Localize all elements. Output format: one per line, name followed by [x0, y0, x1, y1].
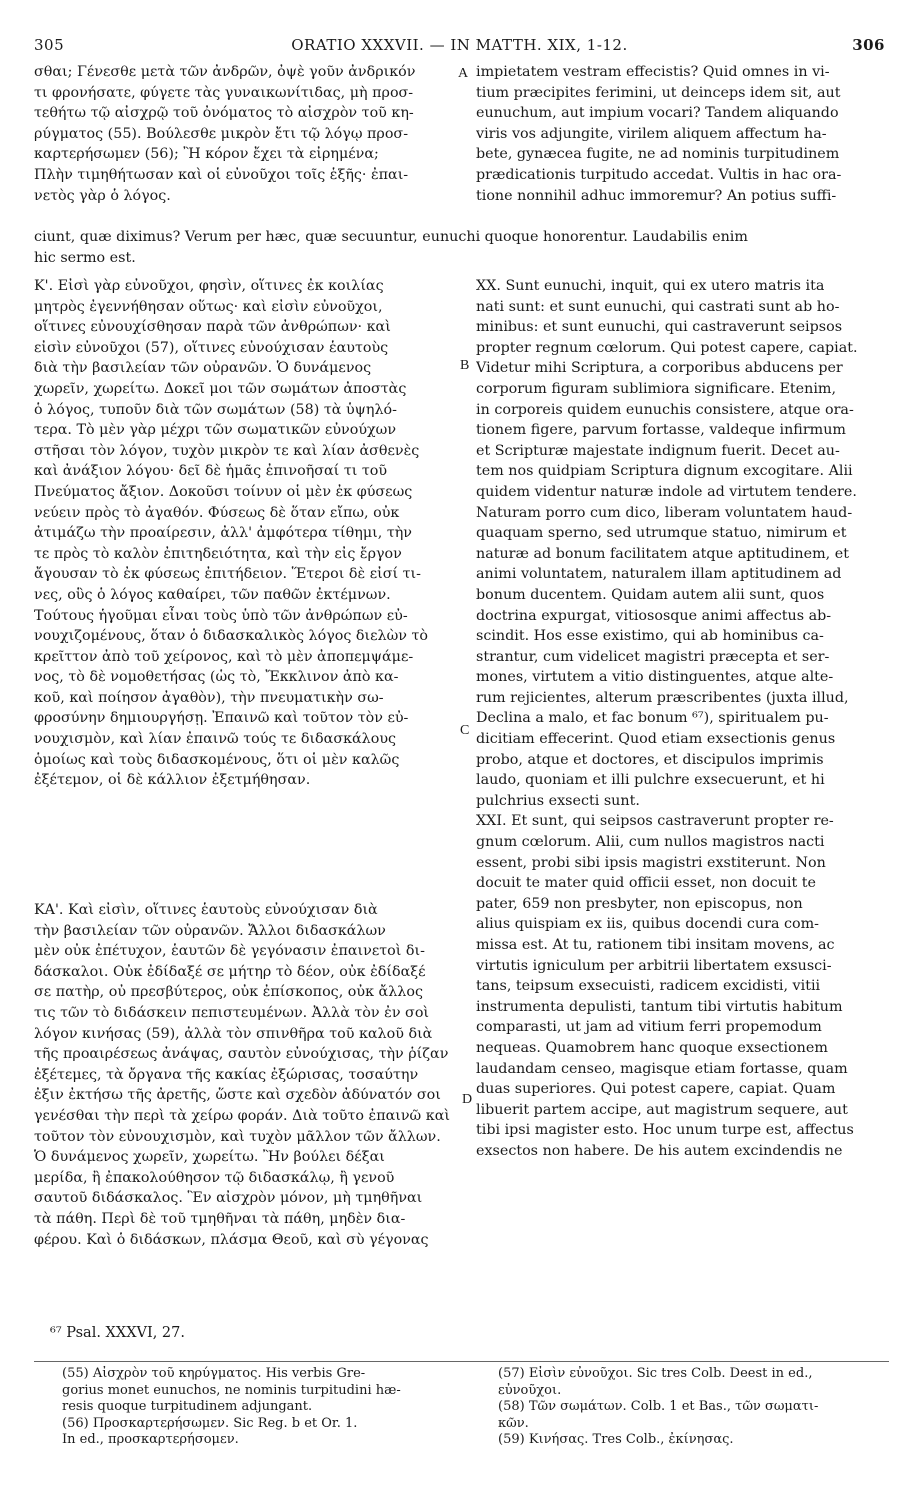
latin-column-main	[476, 276, 888, 1162]
running-header	[34, 36, 885, 58]
latin-text-line: XX. Sunt eunuchi, inquit, qui ex utero matris ita	[476, 278, 825, 294]
note-line: (59) Κινήσας. Tres Colb., ἐκίνησας.	[498, 1432, 734, 1447]
latin-text-line: ciunt, quæ diximus? Verum per hæc, quæ secuuntur, eunuchi quoque honorentur. Laudabilis enim	[34, 229, 748, 245]
greek-text-line: καὶ ἀνάξιον λόγου· δεῖ δὲ ἡμᾶς ἐπινοῆσαί τι τοῦ	[34, 463, 388, 480]
latin-text-line: tibi ipsi magister esto. Hoc unum turpe est, affectus	[476, 1122, 854, 1139]
latin-text-line: pater, 659 non presbyter, non episcopus, non	[476, 895, 803, 912]
latin-text-line: libuerit partem accipe, aut magistrum sequere, aut	[476, 1101, 848, 1118]
note-line: (58) Τῶν σωμάτων. Colb. 1 et Bas., τῶν σωματι-	[498, 1399, 819, 1414]
greek-text-line: τὴν βασιλείαν τῶν οὐρανῶν. Ἄλλοι διδασκάλων	[34, 922, 386, 939]
latin-text-line: laudandam censeo, magisque etiam fortasse, quam	[476, 1060, 848, 1077]
latin-text-line: nequeas. Quamobrem hanc quoque exsectionem	[476, 1039, 828, 1056]
greek-text-line: ρύγματος (55). Βούλεσθε μικρὸν ἔτι τῷ λόγῳ προσ-	[34, 125, 409, 142]
latin-text-line: alius quispiam ex iis, quibus docendi cura com-	[476, 916, 820, 933]
page-number-right: 306	[852, 36, 885, 54]
latin-text-line: XXI. Et sunt, qui seipsos castraverunt propter re-	[476, 813, 834, 830]
greek-text-line: φέρου. Καὶ ὁ διδάσκων, πλάσμα Θεοῦ, καὶ σὺ γέγονας	[34, 1231, 429, 1248]
footnote-divider	[34, 1361, 889, 1362]
greek-text-line: Πνεύματος ἄξιον. Δοκοῦσι τοίνυν οἱ μὲν ἐκ φύσεως	[34, 483, 413, 500]
latin-text-line: quidem videntur naturæ indole ad virtutem tendere.	[476, 483, 857, 500]
note-line: εὐνοῦχοι.	[498, 1382, 562, 1398]
latin-text-line: in corporeis quidem eunuchis consistere, atque ora-	[476, 401, 854, 418]
greek-text-line: νετὸς γὰρ ὁ λόγος.	[34, 187, 171, 204]
latin-column-top	[476, 62, 888, 206]
note-line: gorius monet eunuchos, ne nominis turpitudini hæ-	[62, 1382, 401, 1398]
note-line: In ed., προσκαρτερήσομεν.	[62, 1432, 239, 1447]
latin-text-line: scindit. Hos esse existimo, qui ab hominibus ca-	[476, 628, 824, 645]
greek-text-line: διὰ τὴν βασιλείαν τῶν οὐρανῶν. Ὁ δυνάμενος	[34, 360, 372, 377]
latin-text-line: animi voluntatem, naturalem illam aptitudinem ad	[476, 566, 842, 583]
greek-text-line: μητρὸς ἐγεννήθησαν οὕτως· καὶ εἰσὶν εὐνοῦχοι,	[34, 298, 383, 315]
greek-text-line: σθαι; Γένεσθε μετὰ τῶν ἀνδρῶν, ὀψὲ γοῦν ἀνδρικόν	[34, 64, 416, 80]
greek-text-line: ἀτιμάζω τὴν προαίρεσιν, ἀλλ' ἀμφότερα τίθημι, τὴν	[34, 525, 412, 542]
latin-text-line: naturæ ad bonum facilitatem atque aptitudinem, et	[476, 545, 849, 562]
latin-text-line: dicitiam effecerint. Quod etiam exsectionis genus	[476, 731, 836, 748]
greek-column-section-xxi	[34, 900, 462, 1250]
greek-text-line: στῆσαι τὸν λόγον, τυχὸν μικρὸν τε καὶ λίαν ἀσθενὲς	[34, 442, 420, 459]
latin-text-line: laudo, quoniam et illi pulchre exsecuerunt, et hi	[476, 772, 825, 789]
latin-text-line: prædicationis turpitudo accedat. Vultis in hac ora-	[476, 166, 842, 183]
latin-text-line: nati sunt: et sunt eunuchi, qui castrati sunt ab ho-	[476, 298, 840, 315]
editorial-notes-left	[62, 1366, 462, 1449]
greek-text-line: τερα. Τὸ μὲν γὰρ μέχρι τῶν σωματικῶν εὐνούχων	[34, 422, 397, 439]
latin-text-line: pulchrius exsecti sunt.	[476, 792, 640, 809]
latin-text-line: docuit te mater quid officii esset, non docuit te	[476, 875, 816, 892]
latin-text-line: tium præcipites ferimini, ut deinceps idem sit, aut	[476, 84, 841, 101]
greek-column-top	[34, 62, 458, 206]
greek-text-line: τις τῶν τὸ διδάσκειν πεπιστευμένων. Ἀλλὰ τὸν ἐν σοὶ	[34, 1004, 430, 1021]
greek-text-line: μὲν οὐκ ἐπέτυχον, ἑαυτῶν δὲ γεγόνασιν ἐπαινετοὶ δι-	[34, 943, 425, 960]
greek-text-line: καρτερήσωμεν (56); Ἢ κόρον ἔχει τὰ εἰρημένα;	[34, 146, 379, 163]
latin-text-line: instrumenta depulisti, tantum tibi virtutis habitum	[476, 998, 843, 1015]
greek-text-line: τε πρὸς τὸ καλὸν ἐπιτηδειότητα, καὶ τὴν εἰς ἔργον	[34, 545, 402, 562]
greek-text-line: ὁ λόγος, τυποῦν διὰ τῶν σωμάτων (58) τὰ ὑψηλό-	[34, 401, 397, 418]
editorial-notes-right	[498, 1366, 898, 1449]
latin-text-line: comparasti, ut jam ad vitium ferri propemodum	[476, 1019, 822, 1036]
latin-text-line: doctrina expurgat, vitiososque animi affectus ab-	[476, 607, 832, 624]
greek-text-line: ἐξέτεμον, οἱ δὲ κάλλιον ἐξετμήθησαν.	[34, 772, 311, 789]
running-title: ORATIO XXXVII. — IN MATTH. XIX, 1-12.	[291, 36, 628, 54]
greek-text-line: νος, τὸ δὲ νομοθετήσας (ὡς τὸ, Ἔκκλινον ἀπὸ κα-	[34, 669, 399, 686]
page-number-left: 305	[34, 36, 65, 54]
latin-text-line: quaquam sperno, sed utrumque statuo, nimirum et	[476, 525, 847, 542]
greek-text-line: δάσκαλοι. Οὐκ ἐδίδαξέ σε μήτηρ τὸ δέον, οὐκ ἐδίδαξέ	[34, 963, 426, 980]
greek-text-line: ὁμοίως καὶ τοὺς διδασκομένους, ὅτι οἱ μὲν καλῶς	[34, 751, 400, 768]
note-line: κῶν.	[498, 1415, 529, 1431]
note-line: (55) Αἰσχρὸν τοῦ κηρύγματος. His verbis Gre-	[62, 1366, 366, 1381]
latin-text-line: et Scripturæ majestate indignum fuerit. Decet au-	[476, 442, 840, 459]
margin-letter-b: B	[460, 358, 470, 373]
latin-text-line: minibus: et sunt eunuchi, qui castraverunt seipsos	[476, 319, 843, 336]
greek-text-line: μερίδα, ἢ ἐπακολούθησον τῷ διδασκάλῳ, ἢ γενοῦ	[34, 1169, 395, 1186]
latin-text-line: hic sermo est.	[34, 249, 136, 266]
full-width-paragraph	[34, 227, 894, 268]
greek-text-line: οἵτινες εὐνουχίσθησαν παρὰ τῶν ἀνθρώπων· καὶ	[34, 319, 391, 336]
latin-text-line: bete, gynæcea fugite, ne ad nominis turpitudinem	[476, 146, 840, 163]
greek-text-line: τι φρονήσατε, φύγετε τὰς γυναικωνίτιδας, μὴ προσ-	[34, 84, 414, 101]
greek-text-line: τεθήτω τῷ αἰσχρῷ τοῦ ὀνόματος τὸ αἰσχρὸν τοῦ κη-	[34, 105, 414, 122]
latin-text-line: missa est. At tu, rationem tibi insitam movens, ac	[476, 937, 835, 953]
greek-text-line: νεύειν πρὸς τὸ ἀγαθόν. Φύσεως δὲ ὅταν εἴπω, οὐκ	[34, 504, 400, 521]
greek-text-line: Ὁ δυνάμενος χωρεῖν, χωρείτω. Ἢν βούλει δέξαι	[34, 1149, 385, 1166]
greek-text-line: φροσύνην δημιουργήσῃ. Ἐπαινῶ καὶ τοῦτον τὸν εὐ-	[34, 710, 409, 727]
greek-text-line: νουχισμὸν, καὶ λίαν ἐπαινῶ τούς τε διδασκάλους	[34, 731, 397, 748]
greek-text-line: εἰσὶν εὐνοῦχοι (57), οἵτινες εὐνούχισαν ἑαυτοὺς	[34, 339, 389, 356]
margin-letter-d: D	[462, 1092, 473, 1107]
latin-text-line: Declina a malo, et fac bonum ⁶⁷), spiritualem pu-	[476, 710, 829, 727]
greek-column-section-xx	[34, 276, 462, 791]
latin-text-line: tionem figere, parvum fortasse, valdeque infirmum	[476, 422, 846, 439]
greek-text-line: Τούτους ἡγοῦμαι εἶναι τοὺς ὑπὸ τῶν ἀνθρώπων εὐ-	[34, 607, 408, 624]
latin-text-line: Naturam porro cum dico, liberam voluntatem haud-	[476, 504, 853, 521]
latin-text-line: corporum figuram sublimiora significare. Etenim,	[476, 380, 837, 397]
latin-text-line: gnum cœlorum. Alii, cum nullos magistros nacti	[476, 834, 825, 851]
latin-text-line: viris vos adjungite, virilem aliquem affectum ha-	[476, 125, 827, 142]
greek-text-line: ΚΑ'. Καὶ εἰσὶν, οἵτινες ἑαυτοὺς εὐνούχισαν διὰ	[34, 902, 378, 918]
latin-text-line: bonum ducentem. Quidam autem alii sunt, quos	[476, 586, 825, 603]
latin-text-line: probo, atque et doctores, et discipulos imprimis	[476, 751, 824, 768]
latin-text-line: eunuchum, aut impium vocari? Tandem aliquando	[476, 105, 839, 122]
latin-text-line: tem nos quidpiam Scriptura dignum excogitare. Alii	[476, 463, 853, 480]
greek-text-line: χωρεῖν, χωρείτω. Δοκεῖ μοι τῶν σωμάτων ἀποστὰς	[34, 380, 407, 397]
greek-text-line: τῆς προαιρέσεως ἀνάψας, σαυτὸν εὐνούχισας, τὴν ῥίζαν	[34, 1046, 449, 1063]
latin-text-line: exsectos non habere. De his autem excindendis ne	[476, 1142, 843, 1159]
greek-text-line: κρεῖττον ἀπὸ τοῦ χείρονος, καὶ τὸ μὲν ἀποπεμψάμε-	[34, 648, 414, 665]
latin-text-line: impietatem vestram effecistis? Quid omnes in vi-	[476, 64, 830, 80]
latin-text-line: tione nonnihil adhuc immoremur? An potius suffi-	[476, 187, 837, 204]
scripture-footnote: ⁶⁷ Psal. XXXVI, 27.	[50, 1325, 185, 1341]
latin-text-line: tans, teipsum exsecuisti, radicem excidisti, vitii	[476, 978, 821, 995]
latin-text-line: propter regnum cœlorum. Qui potest capere, capiat.	[476, 339, 858, 356]
latin-text-line: duas superiores. Qui potest capere, capiat. Quam	[476, 1081, 836, 1098]
greek-text-line: ἐξέτεμες, τὰ ὄργανα τῆς κακίας ἐξώρισας, τοσαύτην	[34, 1066, 419, 1083]
greek-text-line: σε πατὴρ, οὐ πρεσβύτερος, οὐκ ἐπίσκοπος, οὐκ ἄλλος	[34, 984, 423, 1001]
note-line: resis quoque turpitudinem adjungant.	[62, 1399, 313, 1414]
latin-text-line: essent, probi sibi ipsis magistri exstiterunt. Non	[476, 854, 826, 871]
margin-letter-a: A	[458, 66, 469, 81]
greek-text-line: λόγον κινήσας (59), ἀλλὰ τὸν σπινθῆρα τοῦ καλοῦ διὰ	[34, 1025, 433, 1042]
greek-text-line: νουχιζομένους, ὅταν ὁ διδασκαλικὸς λόγος διελὼν τὸ	[34, 628, 429, 645]
greek-text-line: νες, οὓς ὁ λόγος καθαίρει, τῶν παθῶν ἐκτέμνων.	[34, 586, 391, 603]
greek-text-line: σαυτοῦ διδάσκαλος. Ἓν αἰσχρὸν μόνον, μὴ τμηθῆναι	[34, 1190, 423, 1207]
margin-letter-c: C	[460, 723, 470, 738]
greek-text-line: κοῦ, καὶ ποίησον ἀγαθὸν), τὴν πνευματικὴν σω-	[34, 689, 384, 706]
greek-text-line: Πλὴν τιμηθήτωσαν καὶ οἱ εὐνοῦχοι τοῖς ἑξῆς· ἐπαι-	[34, 166, 409, 183]
latin-text-line: Videtur mihi Scriptura, a corporibus abducens per	[476, 360, 843, 377]
latin-text-line: strantur, cum videlicet magistri præcepta et ser-	[476, 648, 830, 665]
latin-text-line: virtutis igniculum per arbitrii libertatem exsusci-	[476, 957, 832, 974]
greek-text-line: τὰ πάθη. Περὶ δὲ τοῦ τμηθῆναι τὰ πάθη, μηδὲν δια-	[34, 1210, 406, 1227]
latin-text-line: mones, virtutem a vitio distinguentes, atque alte-	[476, 669, 834, 686]
greek-text-line: ἐξιν ἐκτήσω τῆς ἀρετῆς, ὥστε καὶ σχεδὸν ἀδύνατόν σοι	[34, 1087, 441, 1104]
latin-text-line: rum rejicientes, alterum præscribentes (juxta illud,	[476, 689, 849, 706]
greek-text-line: γενέσθαι τὴν περὶ τὰ χείρω φοράν. Διὰ τοῦτο ἐπαινῶ καὶ	[34, 1107, 450, 1124]
greek-text-line: Κ'. Εἰσὶ γὰρ εὐνοῦχοι, φησὶν, οἵτινες ἐκ κοιλίας	[34, 278, 384, 294]
note-line: (57) Εἰσὶν εὐνοῦχοι. Sic tres Colb. Deest in ed.,	[498, 1366, 813, 1381]
greek-text-line: τοῦτον τὸν εὐνουχισμὸν, καὶ τυχὸν μᾶλλον τῶν ἄλλων.	[34, 1128, 441, 1145]
greek-text-line: ἄγουσαν τὸ ἐκ φύσεως ἐπιτήδειον. Ἕτεροι δὲ εἰσί τι-	[34, 566, 421, 583]
note-line: (56) Προσκαρτερήσωμεν. Sic Reg. b et Or. 1.	[62, 1415, 358, 1431]
